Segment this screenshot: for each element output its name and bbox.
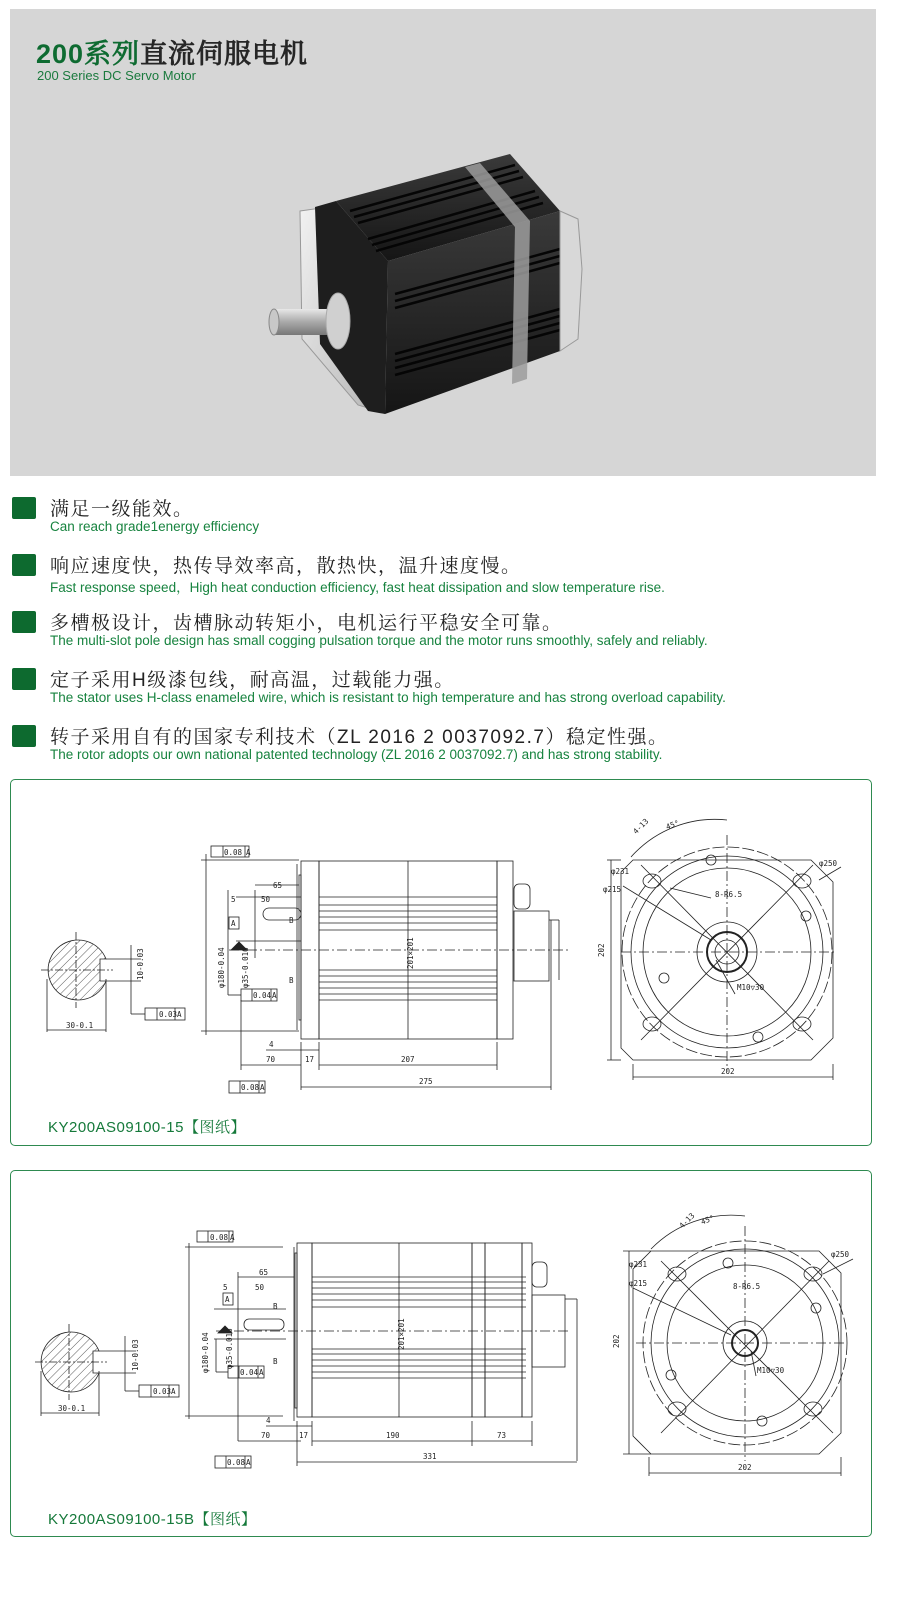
dim-runout-bottom: 0.08 [241,1083,260,1092]
dim-thread: M10▽30 [737,983,765,992]
feature-title-en: The rotor adopts our own national patented technology (ZL 2016 2 0037092.7) and has strong stability. [50,747,663,762]
end-view-drawing [623,1215,853,1476]
datum-label: A [272,991,277,1000]
dim-width: 202 [721,1067,735,1076]
dim-symmetry: 0.03 [153,1387,172,1396]
dim-runout-bottom: 0.08 [227,1458,246,1467]
feature-title-en: The stator uses H-class enameled wire, which is resistant to high temperature and has strong overload capability. [50,690,726,705]
dim-slot: 4-13 [677,1211,697,1231]
dim-flange-dia: φ180-0.04 [201,1332,210,1373]
bullet-square-icon [12,554,36,576]
bullet-square-icon [12,725,36,747]
dim-pcd-231: φ231 [611,867,630,876]
drawing-caption[interactable]: KY200AS09100-15【图纸】 [48,1119,246,1136]
dim-shaft-length: 70 [266,1055,276,1064]
page-subtitle: 200 Series DC Servo Motor [37,68,196,83]
dim-body-length: 207 [401,1055,415,1064]
dim-slot: 4-13 [631,816,651,836]
section-mark: B [289,976,294,985]
dim-key-total: 65 [273,881,283,890]
datum-label: A [246,848,251,857]
dim-flange-thickness: 17 [299,1431,309,1440]
dim-flange-step: 4 [269,1040,274,1049]
feature-title-zh: 响应速度快，热传导效率高，散热快，温升速度慢。 [50,556,522,577]
page-title [36,32,308,71]
side-view-drawing [185,1231,577,1468]
side-view-drawing [201,846,571,1093]
drawing-panel-standard [10,779,872,1146]
dim-total-length: 331 [423,1452,437,1461]
end-view-drawing [607,816,841,1080]
dim-shaft-length: 70 [261,1431,271,1440]
dim-key-offset: 5 [223,1283,228,1292]
feature-item [12,494,892,551]
dim-total-length: 275 [419,1077,433,1086]
dim-flange-thickness: 17 [305,1055,315,1064]
dim-angle: 45° [664,818,681,832]
section-mark: B [273,1302,278,1311]
dim-runout-shaft: 0.04 [240,1368,259,1377]
dim-key-length: 50 [261,895,271,904]
technical-drawing [11,780,873,1110]
feature-title-zh: 满足一级能效。 [50,499,194,520]
dim-outer-250: φ250 [831,1250,850,1259]
feature-title-zh: 多槽极设计，齿槽脉动转矩小，电机运行平稳安全可靠。 [50,613,563,634]
title-series: 200系列 [36,39,141,69]
feature-item [12,608,892,665]
dim-outer-250: φ250 [819,859,838,868]
dim-shaft-dia: 30-0.1 [66,1021,94,1030]
dim-key-offset: 5 [231,895,236,904]
section-mark: B [289,916,294,925]
feature-item [12,551,892,608]
dim-body-length: 190 [386,1431,400,1440]
dim-runout-top: 0.08 [210,1233,229,1242]
shaft-cross-section [35,1324,179,1416]
dim-flange-step: 4 [266,1416,271,1425]
dim-key-length: 50 [255,1283,265,1292]
bullet-square-icon [12,497,36,519]
bullet-square-icon [12,611,36,633]
datum-label: A [171,1387,176,1396]
dim-pcd-215: φ215 [629,1279,648,1288]
hero-banner [10,9,876,476]
feature-title-zh: 转子采用自有的国家专利技术（ZL 2016 2 0037092.7）稳定性强。 [50,727,669,748]
dim-key-width: 10-0.03 [136,948,145,980]
dim-thread: M10▽30 [757,1366,785,1375]
dim-shaft-dia: φ35-0.016 [241,947,250,988]
technical-drawing [11,1171,873,1501]
bullet-square-icon [12,668,36,690]
feature-item [12,665,892,722]
dim-runout-top: 0.08 [224,848,243,857]
datum-label: A [259,1368,264,1377]
dim-body-size: 201×201 [397,1318,406,1350]
feature-title-en: The multi-slot pole design has small cogging pulsation torque and the motor runs smoothly, safely and reliably. [50,633,708,648]
datum-label: A [246,1458,251,1467]
dim-brake-length: 73 [497,1431,507,1440]
dim-width: 202 [738,1463,752,1472]
dim-body-size: 201×201 [406,937,415,969]
dim-radius: 8-R6.5 [715,890,743,899]
drawing-panel-brake [10,1170,872,1537]
dim-angle: 45° [699,1213,716,1227]
dim-height: 202 [612,1334,621,1348]
feature-title-en: Can reach grade1energy efficiency [50,519,260,534]
datum-label: A [177,1010,182,1019]
dim-key-width: 10-0.03 [131,1339,140,1371]
dim-shaft-dia: 30-0.1 [58,1404,86,1413]
feature-title-zh: 定子采用H级漆包线，耐高温，过载能力强。 [50,670,455,691]
feature-item [12,722,892,779]
section-mark: B [273,1357,278,1366]
drawing-caption[interactable]: KY200AS09100-15B【图纸】 [48,1511,257,1528]
datum-label: A [225,1295,230,1304]
dc-servo-motor-illustration-icon [260,149,600,419]
datum-label: A [231,919,236,928]
dim-pcd-231: φ231 [629,1260,648,1269]
datum-label: A [260,1083,265,1092]
dim-symmetry: 0.03 [159,1010,178,1019]
dim-shaft-dia: φ35-0.016 [225,1328,234,1369]
dim-flange-dia: φ180-0.04 [217,947,226,988]
feature-list [12,494,892,779]
dim-pcd-215: φ215 [603,885,622,894]
feature-title-en: Fast response speed，High heat conduction efficiency, fast heat dissipation and slow temperature rise. [50,580,665,595]
dim-key-total: 65 [259,1268,269,1277]
dim-runout-shaft: 0.04 [253,991,272,1000]
datum-label: A [230,1233,235,1242]
dim-height: 202 [597,943,606,957]
dim-radius: 8-R6.5 [733,1282,761,1291]
title-product: 直流伺服电机 [140,39,309,69]
